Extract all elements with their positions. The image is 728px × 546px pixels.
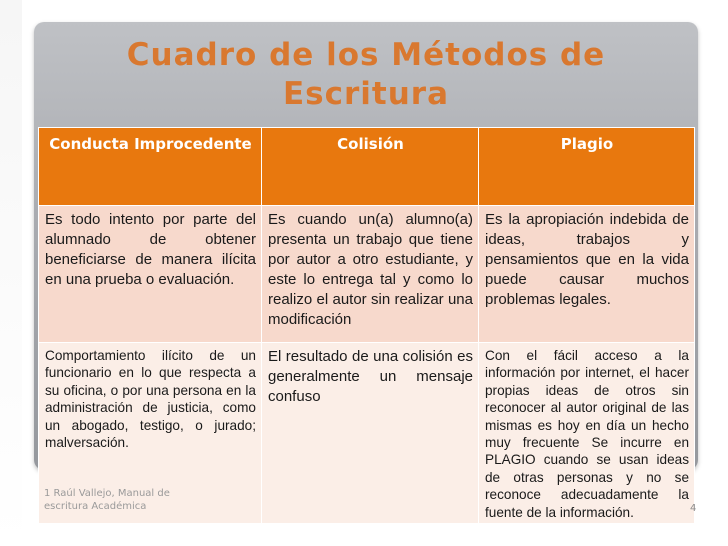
cell-plagio-detail: Con el fácil acceso a la información por internet, el hacer propias ideas de otros sin reconocer al autor original de las mismas es hoy en día un hecho muy frecuente Se incurre en PLAGIO cuando se usan ideas de otras personas y no se reconoce adecuadamente la fuente de la información. [479, 343, 695, 524]
slide-title-line-2: Escritura [282, 76, 449, 112]
cell-colision-detail: El resultado de una colisión es generalmente un mensaje confuso [262, 343, 479, 524]
header-colision: Colisión [262, 128, 479, 206]
cell-conducta-definition: Es todo intento por parte del alumnado de obtener beneficiarse de manera ilícita en una prueba o evaluación. [39, 206, 262, 343]
slide-left-strip [0, 0, 22, 546]
footer-reference: 1 Raúl Vallejo, Manual de escritura Académica [44, 488, 170, 512]
slide-title-line-1: Cuadro de los Métodos de [126, 37, 606, 73]
slide-title [34, 36, 698, 114]
methods-table [38, 127, 695, 524]
header-conducta-improcedente: Conducta Improcedente [39, 128, 262, 206]
header-plagio: Plagio [479, 128, 695, 206]
page-number: 4 [690, 503, 697, 514]
cell-conducta-detail: Comportamiento ilícito de un funcionario en lo que respecta a su oficina, o por una persona en la administración de justicia, como un abogado, testigo, o jurado; malversación. [39, 343, 262, 524]
table-row [39, 206, 695, 343]
cell-colision-definition: Es cuando un(a) alumno(a) presenta un trabajo que tiene por autor a otro estudiante, y este lo entrega tal y como lo realizo el autor sin realizar una modificación [262, 206, 479, 343]
table-header-row [39, 128, 695, 206]
cell-plagio-definition: Es la apropiación indebida de ideas, trabajos y pensamientos que en la vida puede causar muchos problemas legales. [479, 206, 695, 343]
